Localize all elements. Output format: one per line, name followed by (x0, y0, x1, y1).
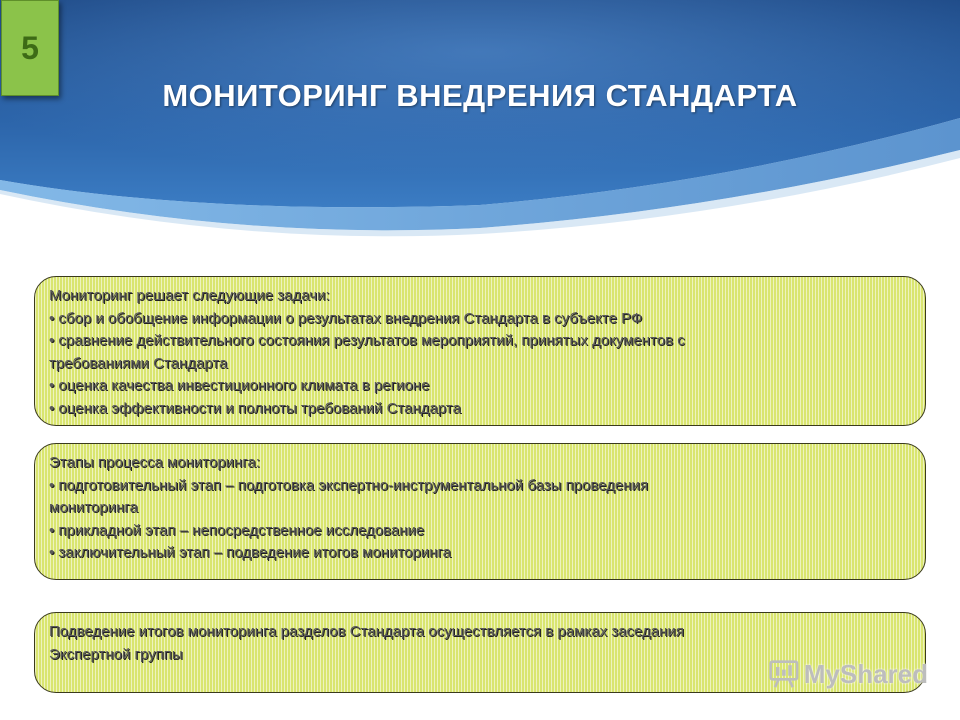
watermark-text: MyShared (803, 658, 928, 689)
header-background (0, 0, 960, 250)
slide-number: 5 (21, 29, 39, 66)
box-line: • сбор и обобщение информации о результатах внедрения Стандарта в субъекте РФ (49, 309, 643, 327)
box-line: Подведение итогов мониторинга разделов Стандарта осуществляется в рамках заседания (49, 623, 684, 640)
presentation-board-icon (768, 656, 800, 692)
box-line: требованиями Стандарта (49, 354, 228, 372)
box-line: Мониторинг решает следующие задачи: (49, 287, 330, 304)
box-line: • сравнение действительного состояния результатов мероприятий, принятых документов с (49, 332, 685, 349)
box-line: Этапы процесса мониторинга: (49, 454, 260, 471)
box-line: • оценка качества инвестиционного климата в регионе (49, 377, 430, 394)
box-line: • прикладной этап – непосредственное исследование (49, 521, 425, 539)
monitoring-stages-box (34, 443, 926, 580)
watermark (768, 654, 928, 694)
box-line: мониторинга (49, 499, 138, 516)
box-line: • оценка эффективности и полноты требований Стандарта (49, 399, 461, 417)
slide-title: МОНИТОРИНГ ВНЕДРЕНИЯ СТАНДАРТА (162, 78, 798, 113)
box-line: Экспертной группы (49, 645, 183, 663)
box-line: • заключительный этап – подведение итогов мониторинга (49, 544, 451, 561)
box-line: • подготовительный этап – подготовка экспертно-инструментальной базы проведения (49, 476, 649, 494)
monitoring-tasks-box (34, 276, 926, 426)
